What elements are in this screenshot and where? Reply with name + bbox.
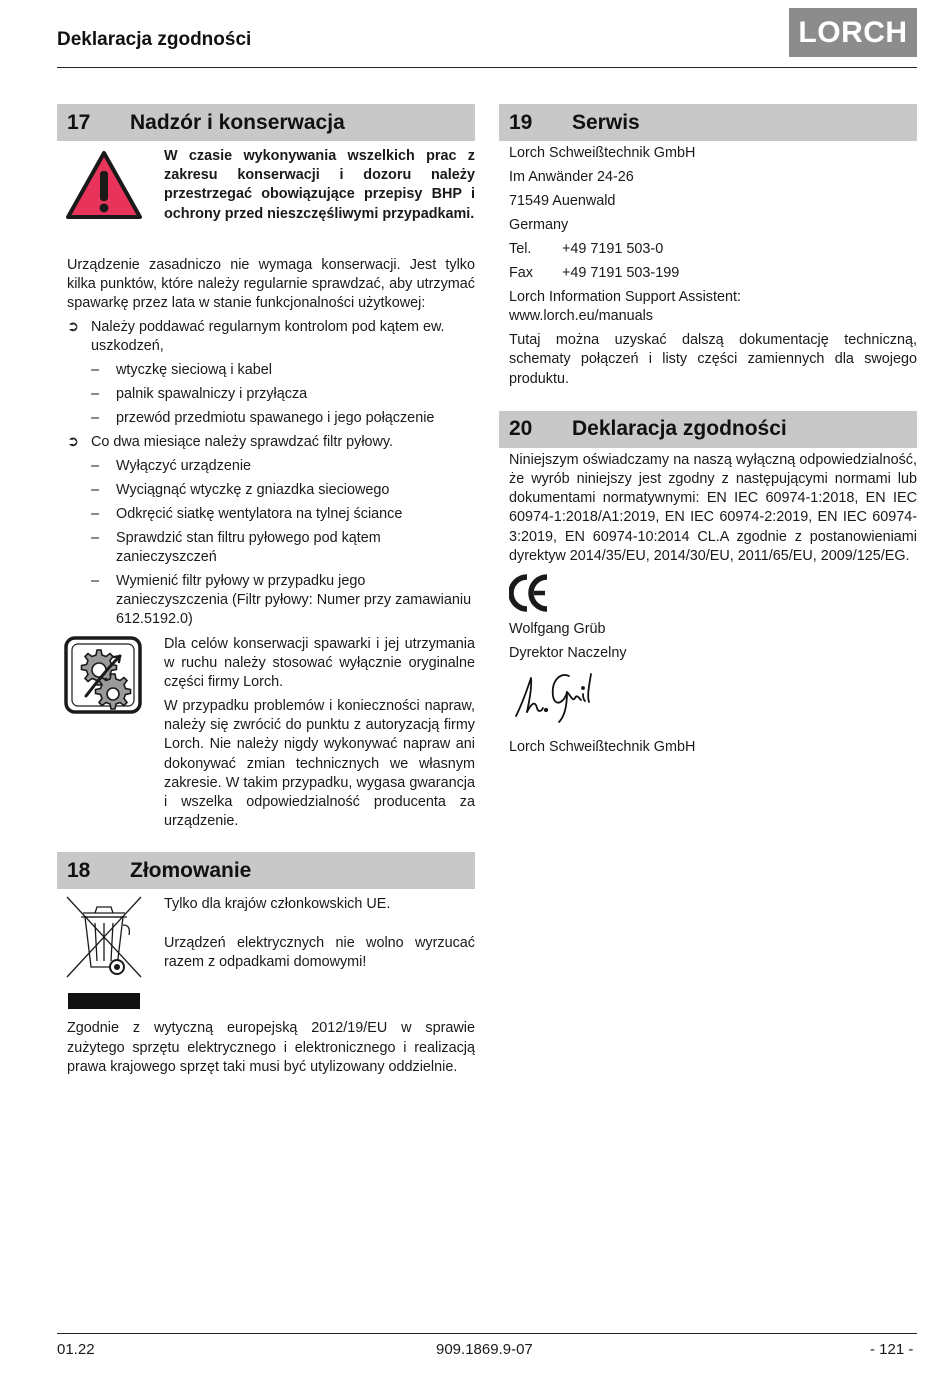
manuals-link[interactable]: www.lorch.eu/manuals [509,308,653,325]
disposal-text-block [164,895,475,1017]
maintenance-note [57,635,475,832]
bullet-item [57,318,475,356]
maintenance-repair-text: W przypadku problemów i konieczności napraw, należy się zwrócić do punktu z autoryzacją firmy Lorch. Nie należy nigdy wykonywać napraw ani dokonywać zmian technicznych we własnym zakresie. W takim przypadku, wygasa gwarancja i wszelka odpowiedzialność producenta za urządzenie. [164,698,475,830]
ce-mark-icon [499,574,917,618]
header-rule [57,67,917,68]
bullet-item [57,433,475,452]
section-title: Serwis [572,110,640,134]
page-header-title: Deklaracja zgodności [57,29,252,50]
section-number: 20 [509,417,533,441]
declaration-text: Niniejszym oświadczamy na naszą wyłączną odpowiedzialność, że wyrób niniejszy jest zgodny z następującymi normami lub dokumentami normatywnymi: EN IEC 60974-1:2018, EN IEC 60974-1:2018/A1:2019, EN IEC 60974-2:2019, EN IEC 60974-3:2019, EN 60974-10:2014 CL.A zgodnie z postanowieniami dyrektyw 2014/35/EU, 2014/30/EU, 2011/65/EU, 2009/125/EG. [509,451,917,564]
signer-name: Wolfgang Grüb [509,621,606,638]
maintenance-text-block [164,635,475,832]
section-19-heading [499,104,917,141]
arrow-bullet-icon: ➲ [67,318,80,335]
intro-paragraph: Urządzenie zasadniczo nie wymaga konserwacji. Jest tylko kilka punktów, które należy regularnie sprawdzać, aby utrzymać spawarkę przez lata w stanie funkcjonalności użytkowej: [67,257,475,312]
section-number: 19 [509,110,533,134]
left-column [57,104,475,1077]
section-17-heading [57,104,475,141]
weee-directive-text: Zgodnie z wytyczną europejską 2012/19/EU w sprawie zużytego sprzętu elektrycznego i elektronicznego i realizacją prawa krajowego sprzęt taki musi być utylizowany oddzielnie. [67,1020,475,1075]
signer-role: Dyrektor Naczelny [509,645,627,662]
fax-value: +49 7191 503-199 [562,265,680,281]
list-item: – Sprawdzić stan filtru pyłowego pod kątem zanieczyszczeń [91,529,381,566]
signature-icon [499,668,917,728]
city-address: 71549 Auenwald [509,193,616,209]
right-column [499,104,917,762]
list-item: – Wyciągnąć wtyczkę z gniazdka sieciowego [91,481,390,498]
crossed-bin-icon [57,895,164,1017]
country: Germany [509,217,569,233]
section-title: Nadzór i konserwacja [130,110,345,134]
list-item: – przewód przedmiotu spawanego i jego połączenie [91,409,435,426]
bullet-text: Należy poddawać regularnym kontrolom pod kątem ew. uszkodzeń, [91,318,445,354]
company-name: Lorch Schweißtechnik GmbH [509,145,696,161]
list-item: – palnik spawalniczy i przyłącza [91,385,308,402]
footer-document-number: 909.1869.9-07 [436,1341,533,1358]
list-item: – Wyłączyć urządzenie [91,457,252,474]
section-number: 17 [67,110,91,134]
phone-row [499,240,917,259]
bullet-text: Co dwa miesiące należy sprawdzać filtr pyłowy. [91,433,394,450]
gears-service-icon [57,635,164,832]
disposal-note [57,895,475,1017]
phone-label: Tel. [509,241,532,257]
warning-text: W czasie wykonywania wszelkich prac z zakresu konserwacji i dozoru należy przestrzegać obowiązujące przepisy BHP i ochrony przed nieszczęśliwymi przypadkami. [164,148,475,222]
list-item: – Odkręcić siatkę wentylatora na tylnej ściance [91,505,403,522]
lorch-logo: LORCH [789,8,917,57]
list-item: – Wymienić filtr pyłowy w przypadku jego zanieczyszczenia (Filtr pyłowy: Numer przy zamawianiu 612.5192.0) [91,573,472,628]
maintenance-parts-text: Dla celów konserwacji spawarki i jej utrzymania w ruchu należy stosować wyłącznie oryginalne części firmy Lorch. [164,635,475,691]
warning-triangle-icon [57,147,164,226]
section-18-heading [57,852,475,889]
section-20-heading [499,411,917,448]
section-number: 18 [67,858,91,882]
footer-rule [57,1333,917,1334]
fax-label: Fax [509,265,533,281]
footer-page-number: - 121 - [870,1341,914,1358]
phone-value: +49 7191 503-0 [562,241,664,257]
assistant-label: Lorch Information Support Assistent: [509,289,741,305]
section-title: Złomowanie [130,858,252,882]
list-item: – wtyczkę sieciową i kabel [91,361,272,378]
footer-date: 01.22 [57,1341,95,1358]
arrow-bullet-icon: ➲ [67,433,80,450]
documentation-text: Tutaj można uzyskać dalszą dokumentację techniczną, schematy połączeń i listy części zamiennych dla swojego produktu. [509,332,917,387]
service-contact [499,144,917,389]
eu-only-text: Tylko dla krajów członkowskich UE. [164,896,391,913]
section-title: Deklaracja zgodności [572,417,787,441]
company-name: Lorch Schweißtechnik GmbH [509,739,696,756]
household-waste-text: Urządzeń elektrycznych nie wolno wyrzucać razem z odpadkami domowymi! [164,934,475,970]
street-address: Im Anwänder 24-26 [509,169,634,185]
fax-row [499,264,917,283]
safety-warning [57,147,475,226]
